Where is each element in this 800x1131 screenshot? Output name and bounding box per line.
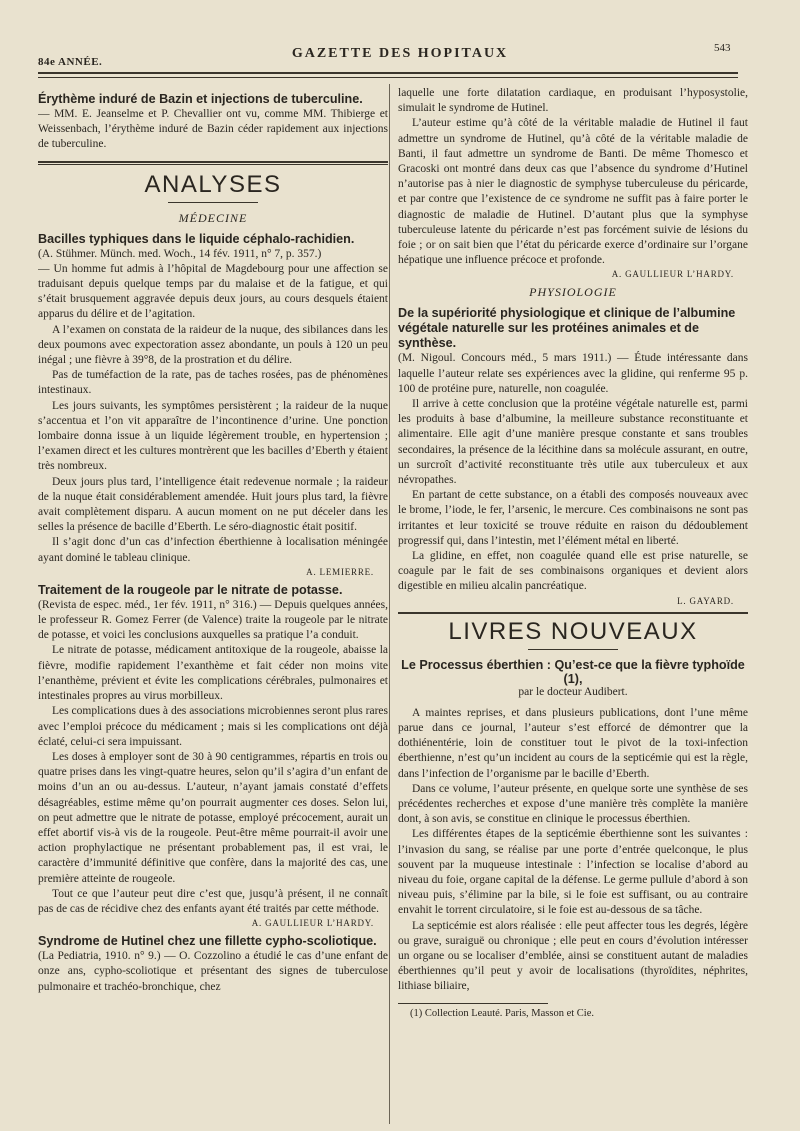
article-title-albumine: De la supériorité physiologique et clinique de l’albumine végétale naturelle sur les protéines animales et de synthèse. xyxy=(398,306,736,351)
paragraph: Les doses à employer sont de 30 à 90 centigrammes, répartis en trois ou quatre prises dans les vingt-quatre heures, selon qu’il s’agira d’un enfant de moins d’un an ou au-dessus. L’auteur, n’ayant jamais constaté d’effets désagréables, estime même qu’on pourrait augmenter ces doses. Selon lui, on peut admettre que le nitrate de potasse, employé précocement, aurait un effet abortif vis-à vis de la rougeole. Peut-être même pourrait-il avoir une action prophylactique ne présentant probablement pas, il est vrai, le caractère d’immunité définitive que confère, dans la majorité des cas, une première atteinte de rougeole. xyxy=(38,750,388,885)
paragraph: (Revista de espec. méd., 1er fév. 1911, n° 316.) — Depuis quelques années, le professeur R. Gomez Ferrer (de Valence) traite la rougeole par le nitrate de potasse, et voici les conclusions auxquelles sa pratique l’a conduit. xyxy=(38,598,388,642)
paragraph: A l’examen on constata de la raideur de la nuque, des sibilances dans les deux poumons avec expectoration assez abondante, un pouls à 120 un peu inégal ; une fièvre à 39°8, de la prostration et du délire. xyxy=(38,323,388,367)
signature: A. GAULLIEUR L’HARDY. xyxy=(611,269,734,280)
subsection-physiologie: PHYSIOLOGIE xyxy=(529,285,617,300)
journal-title: GAZETTE DES HOPITAUX xyxy=(291,46,509,61)
section-title-livres: LIVRES NOUVEAUX xyxy=(448,617,698,645)
book-author: par le docteur Audibert. xyxy=(518,685,628,698)
title-underline xyxy=(168,202,258,203)
header-rule-thin xyxy=(38,77,738,78)
title-underline xyxy=(528,649,618,650)
paragraph: Les différentes étapes de la septicémie éberthienne sont les suivantes : l’invasion du sang, se réalise par une porte d’entrée quelconque, le plus souvent par la muqueuse intestinale : l’infection se localise d’abord au niveau du foie, organe capital de la défense. Le germe pullule d’abord à son niveau puis, s’élimine par la bile, si le foie est suffisant, ou au contraire envahit le torrent circulatoire, si le foie est au-dessous de sa tâche. xyxy=(398,828,748,917)
section-rule-thin xyxy=(38,164,388,165)
left-column xyxy=(38,86,388,1126)
paragraph: Les jours suivants, les symptômes persistèrent ; la raideur de la nuque s’accentua et l’on vit apparaître de l’incontinence d’urine. Une ponction lombaire donna issue à un liquide légèrement trouble, en hypertension ; l’examen direct et les cultures montrèrent que les bacilles d’Eberth y étaient très nombreux. xyxy=(38,399,388,473)
paragraph: Tout ce que l’auteur peut dire c’est que, jusqu’à présent, il ne connaît pas de cas de récidive chez des enfants ayant été traités par cette méthode. xyxy=(38,887,388,915)
footnote: (1) Collection Leauté. Paris, Masson et Cie. xyxy=(410,1007,595,1019)
paragraph: L’auteur estime qu’à côté de la véritable maladie de Hutinel il faut admettre un syndrome de Hutinel, qu’à côté de la véritable maladie de Banti, il faut admettre un syndrome de Banti. De même Thomesco et Gracoski ont montré dans deux cas que l’absence du syndrome d’Hutinel n’autorise pas à nier le diagnostic de symphyse tuberculeuse du péricarde, et par contre que l’existence de ce syndrome ne suffit pas à faire porter le diagnostic de maladie de Hutinel. D’autant plus que la symphyse tuberculeuse latente du péricarde n’est pas forcément suivie de lésions du foie ; or on sait bien que l’état du péricarde exerce d’ordinaire sur l’organe hépatique une influence précoce et profonde. xyxy=(398,117,748,267)
signature: A. GAULLIEUR L’HARDY. xyxy=(251,918,374,929)
section-rule xyxy=(398,612,748,614)
subsection-medecine: MÉDECINE xyxy=(178,210,248,225)
article-text-erytheme: — MM. E. Jeanselme et P. Chevallier ont vu, comme MM. Thibierge et Weissenbach, l’érythème induré de Bazin céder rapidement aux injections de tuberculine. xyxy=(38,108,388,151)
article-title-hutinel: Syndrome de Hutinel chez une fillette cypho-scoliotique. xyxy=(38,934,377,949)
paragraph: La septicémie est alors réalisée : elle peut affecter tous les degrés, légère ou grave, suraiguë ou chronique ; elle peut en cours d’évolution intéresser un organe ou se localiser d’emblée, ainsi se constituent autant de maladies éberthiennes qu’il peut y avoir de localisations (thyroïdites, néphrites, lithiase biliaire, xyxy=(398,919,748,993)
book-title: Le Processus éberthien : Qu’est-ce que la fièvre typhoïde (1), xyxy=(401,657,745,686)
header-rule xyxy=(38,72,738,74)
page-number: 543 xyxy=(714,42,731,54)
paragraph: Deux jours plus tard, l’intelligence était redevenue normale ; la raideur de la nuque était considérablement amendée. Huit jours plus tard, la fièvre avait complètement disparu. A aucun moment on ne put déceler dans les selles la présence de bacille d’Eberth. Le séro-diagnostic était positif. xyxy=(38,475,388,534)
section-title-analyses: ANALYSES xyxy=(144,170,282,198)
paragraph: Dans ce volume, l’auteur présente, en quelque sorte une synthèse de ses précédentes recherches et expose d’une manière très complète la manière dont, à son avis, se constitue en clinique le processus éberthien. xyxy=(398,782,748,826)
section-rule xyxy=(38,161,388,163)
paragraph: (M. Nigoul. Concours méd., 5 mars 1911.) — Étude intéressante dans laquelle l’auteur relate ses expériences avec la glidine, qui renferme 95 p. 100 de protéine pure, naturelle, non coagulée. xyxy=(398,352,748,395)
article-title-rougeole: Traitement de la rougeole par le nitrate de potasse. xyxy=(38,582,343,597)
right-column xyxy=(398,86,748,1116)
paragraph: La glidine, en effet, non coagulée quand elle est prise naturelle, se coagule par le fait de ses combinaisons organiques et devient alors digestible en milieu alcalin pancréatique. xyxy=(398,550,748,593)
column-divider xyxy=(389,84,390,1124)
paragraph: (La Pediatria, 1910. n° 9.) — O. Cozzolino a étudié le cas d’une enfant de onze ans, cypho-scoliotique et présentant des signes de tuberculose pulmonaire et trachéo-bronchique, chez xyxy=(38,950,388,993)
paragraph: A maintes reprises, et dans plusieurs publications, dont l’une même parue dans ce journal, l’auteur s’est efforcé de démontrer que la dothiénentérie, loin de constituer tout le pivot de la toxi-infection éberthienne, n’est qu’un incident au cours de la septicémie qui est la règle, dans l’infection de l’organisme par le bacille d’Eberth. xyxy=(398,706,748,780)
article-title-bacilles: Bacilles typhiques dans le liquide céphalo-rachidien. xyxy=(38,231,355,246)
article-title-erytheme: Érythème induré de Bazin et injections de tuberculine. xyxy=(38,92,363,106)
paragraph: Pas de tuméfaction de la rate, pas de taches rosées, pas de phénomènes intestinaux. xyxy=(38,369,388,397)
signature: A. LEMIERRE. xyxy=(306,566,374,577)
paragraph: — Un homme fut admis à l’hôpital de Magdebourg pour une affection se traduisant depuis quelque temps par du malaise et de la fatigue, et qui s’était brusquement aggravée depuis deux jours, au cours desquels étaient apparus du délire et de l’agitation. xyxy=(38,262,388,321)
signature: L. GAYARD. xyxy=(677,595,734,606)
paragraph: Le nitrate de potasse, médicament antitoxique de la rougeole, abaisse la fièvre, modifie rapidement l’exanthème et fait céder non moins vite l’enanthème, prévient et évite les complications cérébrales, pulmonaires et intestinales propres au virus morbilleux. xyxy=(38,644,388,703)
footnote-rule xyxy=(398,1003,548,1004)
paragraph: En partant de cette substance, on a établi des composés nouveaux avec le brome, l’iode, le fer, l’arsenic, le mercure. Ces combinaisons ne sont pas irritantes et leur toxicité se trouve réduite en raison du dédoublement progressif qui, dans l’intestin, met l’élément métal en liberté. xyxy=(398,489,748,547)
header-year: 84e ANNÉE. xyxy=(38,56,103,68)
paragraph: Les complications dues à des associations microbiennes seront plus rares avec l’emploi précoce du médicament ; mais si les complications ont déjà éclaté, celui-ci sera impuissant. xyxy=(38,705,388,748)
paragraph: Il arrive à cette conclusion que la protéine végétale naturelle est, parmi les produits à base d’albumine, la meilleure substance reconstituante et alimentaire. Elle agit d’une manière presque constante et sans troubles secondaires, la présence de la lécithine dans sa molécule assurant, en outre, un surcroît d’activité reconstituante très utile aux tuberculeux et aux névropathes. xyxy=(398,398,748,487)
paragraph: laquelle une forte dilatation cardiaque, en produisant l’hyposystolie, simulait le syndrome de Hutinel. xyxy=(398,87,748,115)
paragraph: Il s’agit donc d’un cas d’infection éberthienne à localisation méningée ayant dominé le tableau clinique. xyxy=(38,536,388,564)
article-ref-bacilles: (A. Stühmer. Münch. med. Woch., 14 fév. 1911, n° 7, p. 357.) xyxy=(38,247,322,260)
